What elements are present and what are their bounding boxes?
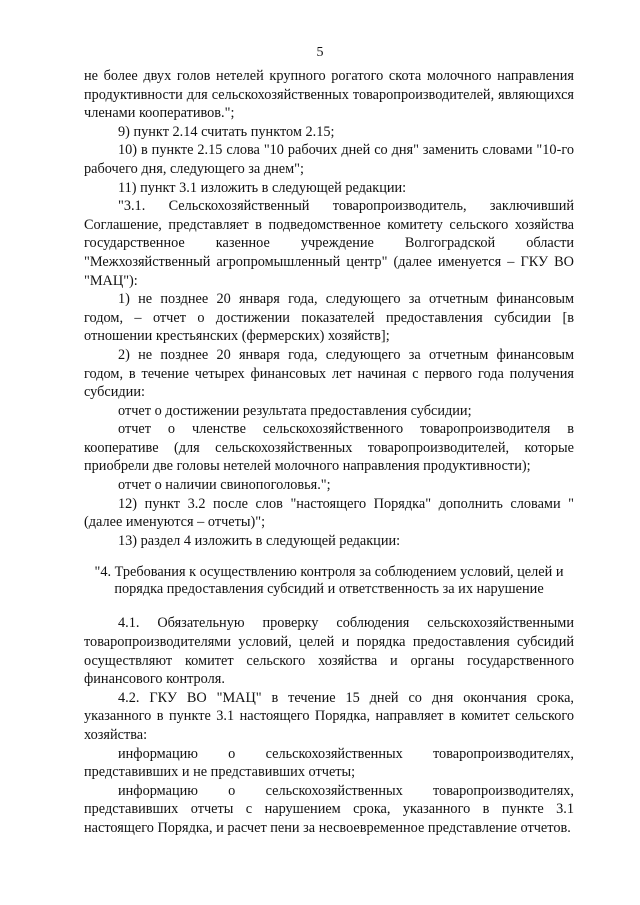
paragraph: информацию о сельскохозяйственных товаропроизводителях, представивших и не представивших отчеты; bbox=[84, 745, 574, 781]
paragraph: 12) пункт 3.2 после слов "настоящего Порядка" дополнить словами "(далее именуются – отчеты)"; bbox=[84, 495, 574, 531]
paragraph: информацию о сельскохозяйственных товаропроизводителях, представивших отчеты с нарушением срока, указанного в пункте 3.1 настоящего Порядка, и расчет пени за несвоевременное представление отчетов. bbox=[84, 782, 574, 836]
section-heading: "4. Требования к осуществлению контроля за соблюдением условий, целей и порядка предоставления субсидий и ответственность за их нарушение bbox=[94, 564, 564, 598]
page-number: 5 bbox=[316, 45, 324, 60]
paragraph: 1) не позднее 20 января года, следующего за отчетным финансовым годом, – отчет о достижении показателей предоставления субсидии [в отношении крестьянских (фермерских) хозяйств]; bbox=[84, 291, 574, 345]
paragraph: отчет о достижении результата предоставления субсидии; bbox=[118, 402, 472, 419]
paragraph: 11) пункт 3.1 изложить в следующей редакции: bbox=[118, 179, 407, 196]
paragraph: 4.1. Обязательную проверку соблюдения сельскохозяйственными товаропроизводителями условий, целей и порядка предоставления субсидий осуществляют комитет сельского хозяйства и органы государственного финансового контроля. bbox=[84, 615, 574, 688]
document-body bbox=[84, 67, 574, 838]
paragraph: 2) не позднее 20 января года, следующего за отчетным финансовым годом, в течение четырех финансовых лет начиная с первого года получения субсидии: bbox=[84, 346, 574, 401]
paragraph: отчет о членстве сельскохозяйственного товаропроизводителя в кооперативе (для сельскохозяйственных товаропроизводителей, которые приобрели две головы нетелей молочного направления продуктивности); bbox=[84, 421, 574, 475]
paragraph: "3.1. Сельскохозяйственный товаропроизводитель, заключивший Соглашение, представляет в подведомственное комитету сельского хозяйства государственное казенное учреждение Волгоградской области "Межхозяйственный агропромышленный центр" (далее именуется – ГКУ ВО "МАЦ"): bbox=[84, 198, 574, 289]
paragraph: 4.2. ГКУ ВО "МАЦ" в течение 15 дней со дня окончания срока, указанного в пункте 3.1 настоящего Порядка, направляет в комитет сельского хозяйства: bbox=[84, 689, 574, 743]
paragraph: отчет о наличии свинопоголовья."; bbox=[118, 477, 331, 494]
paragraph: 13) раздел 4 изложить в следующей редакции: bbox=[118, 532, 401, 549]
paragraph: 9) пункт 2.14 считать пунктом 2.15; bbox=[118, 123, 335, 140]
paragraph: не более двух голов нетелей крупного рогатого скота молочного направления продуктивности для сельскохозяйственных товаропроизводителей, являющихся членами кооперативов."; bbox=[84, 68, 574, 122]
paragraph: 10) в пункте 2.15 слова "10 рабочих дней со дня" заменить словами "10-го рабочего дня, следующего за днем"; bbox=[84, 142, 574, 177]
